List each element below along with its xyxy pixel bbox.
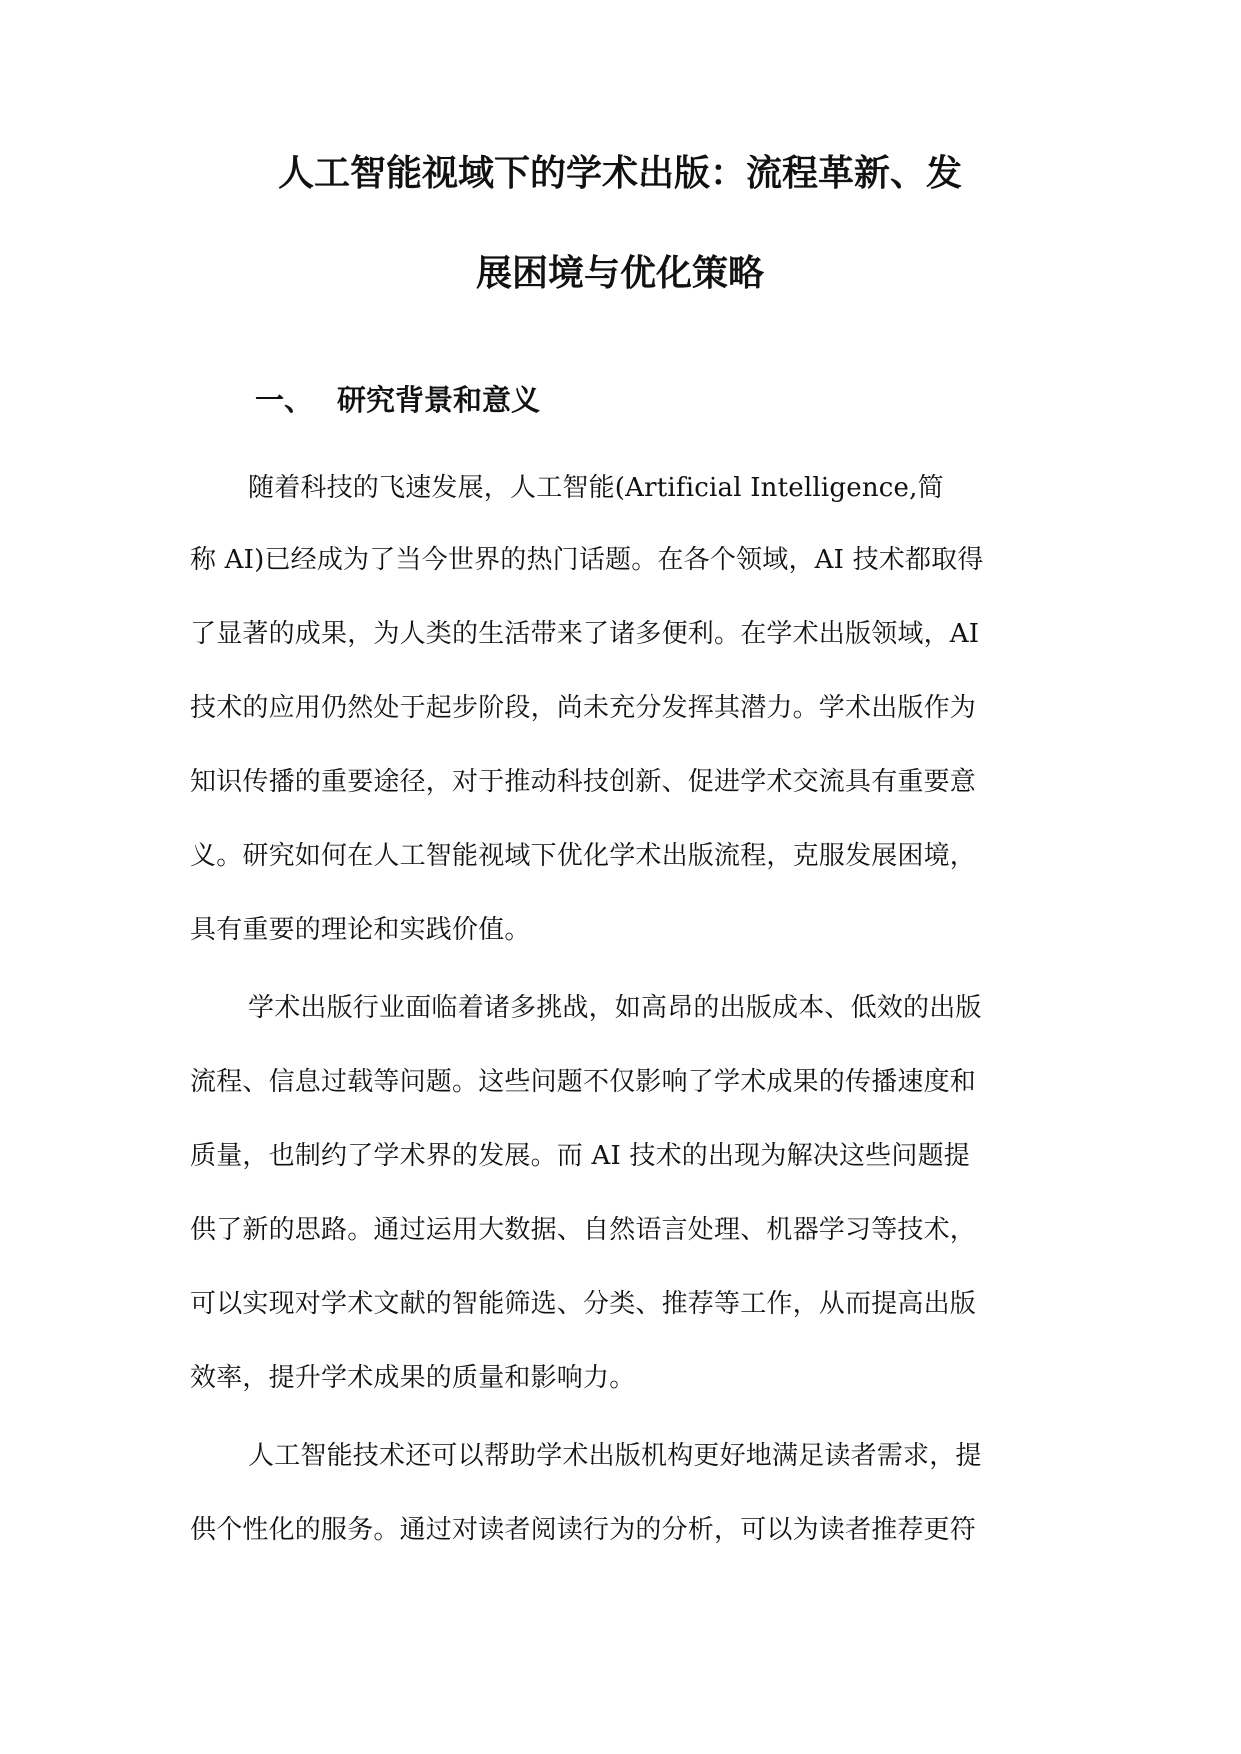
paragraph-line: 可以实现对学术文献的智能筛选、分类、推荐等工作，从而提高出版	[190, 1289, 977, 1319]
paragraph-line: 技术的应用仍然处于起步阶段，尚未充分发挥其潜力。学术出版作为	[190, 693, 977, 723]
paragraph-line: 具有重要的理论和实践价值。	[190, 915, 531, 945]
paragraph-line: 学术出版行业面临着诸多挑战，如高昂的出版成本、低效的出版	[248, 993, 982, 1023]
paragraph-line: 供个性化的服务。通过对读者阅读行为的分析，可以为读者推荐更符	[190, 1515, 977, 1545]
paragraph-line: 义。研究如何在人工智能视域下优化学术出版流程，克服发展困境，	[190, 841, 977, 871]
section-heading	[255, 380, 540, 420]
paragraph-line: 知识传播的重要途径，对于推动科技创新、促进学术交流具有重要意	[190, 767, 977, 797]
title-line-2: 展困境与优化策略	[475, 253, 764, 294]
paragraph-line: 了显著的成果，为人类的生活带来了诸多便利。在学术出版领域，AI	[190, 619, 980, 649]
paragraph-line: 人工智能技术还可以帮助学术出版机构更好地满足读者需求，提	[248, 1441, 982, 1471]
paragraph-line: 质量，也制约了学术界的发展。而 AI 技术的出现为解决这些问题提	[190, 1141, 970, 1171]
section-title: 研究背景和意义	[337, 383, 541, 417]
paragraph-line: 称 AI)已经成为了当今世界的热门话题。在各个领域，AI 技术都取得	[190, 545, 984, 575]
section-number: 一、	[255, 383, 314, 417]
paragraph-line: 供了新的思路。通过运用大数据、自然语言处理、机器学习等技术，	[190, 1215, 977, 1245]
paragraph-line: 流程、信息过载等问题。这些问题不仅影响了学术成果的传播速度和	[190, 1067, 977, 1097]
paragraph-line: 效率，提升学术成果的质量和影响力。	[190, 1363, 636, 1393]
title-line-1: 人工智能视域下的学术出版：流程革新、发	[277, 153, 962, 194]
paragraph-line: 随着科技的飞速发展，人工智能(Artificial Intelligence,简	[248, 473, 944, 503]
